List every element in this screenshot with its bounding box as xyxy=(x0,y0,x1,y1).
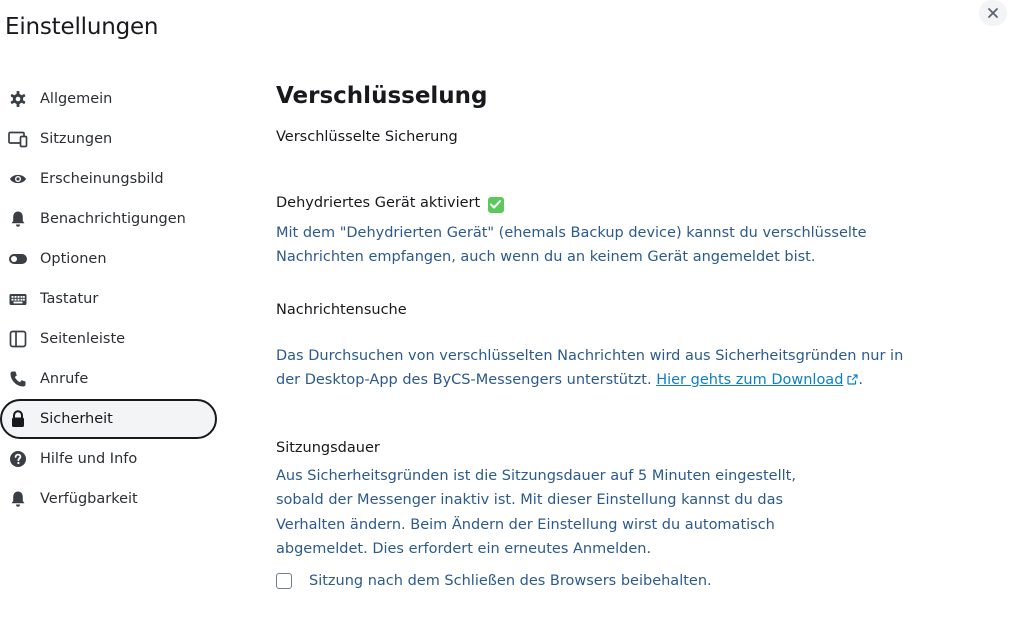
search-description xyxy=(276,344,926,393)
keyboard-icon xyxy=(8,289,28,309)
toggle-icon xyxy=(8,249,28,269)
sidebar-item-sicherheit[interactable] xyxy=(0,399,217,439)
help-icon xyxy=(8,449,28,469)
backup-heading: Verschlüsselte Sicherung xyxy=(276,129,458,145)
bell-icon xyxy=(8,489,28,509)
check-mark-icon xyxy=(488,197,504,213)
bell-icon xyxy=(8,209,28,229)
gear-icon xyxy=(8,89,28,109)
sidebar-icon xyxy=(8,329,28,349)
session-duration-section xyxy=(276,440,976,589)
close-button[interactable] xyxy=(979,0,1007,26)
dehydrated-device-section xyxy=(276,195,976,270)
sidebar-item-erscheinungsbild[interactable] xyxy=(0,159,220,199)
dehydrated-heading-row xyxy=(276,195,976,213)
sidebar-item-label: Tastatur xyxy=(40,291,99,307)
section-title: Verschlüsselung xyxy=(276,83,488,109)
sidebar-item-seitenleiste[interactable] xyxy=(0,319,220,359)
dialog-title: Einstellungen xyxy=(5,14,159,40)
sidebar-item-label: Verfügbarkeit xyxy=(40,491,138,507)
sidebar-item-optionen[interactable] xyxy=(0,239,220,279)
keep-session-checkbox[interactable] xyxy=(276,573,292,589)
sidebar-item-label: Sicherheit xyxy=(40,411,113,427)
sidebar-item-label: Erscheinungsbild xyxy=(40,171,164,187)
session-heading: Sitzungsdauer xyxy=(276,439,380,456)
dehydrated-description: Mit dem "Dehydrierten Gerät" (ehemals Backup device) kannst du verschlüsselte Nachrichten empfangen, auch wenn du an keinem Gerät angemeldet bist. xyxy=(276,224,867,265)
close-icon xyxy=(987,7,999,19)
sidebar-item-label: Hilfe und Info xyxy=(40,451,138,467)
session-description: Aus Sicherheitsgründen ist die Sitzungsdauer auf 5 Minuten eingestellt, sobald der Messenger inaktiv ist. Mit dieser Einstellung kannst du das Verhalten ändern. Beim Ändern der Einstellung wirst du automatisch abgemeldet. Dies erfordert ein erneutes Anmelden. xyxy=(276,467,796,557)
devices-icon xyxy=(8,129,28,149)
sidebar-item-label: Benachrichtigungen xyxy=(40,211,186,227)
security-settings-panel xyxy=(276,80,976,589)
lock-icon xyxy=(8,409,28,429)
eye-icon xyxy=(8,169,28,189)
sidebar-item-label: Sitzungen xyxy=(40,131,113,147)
sidebar-item-label: Optionen xyxy=(40,251,107,267)
link-suffix: . xyxy=(858,372,864,388)
keep-session-row[interactable] xyxy=(276,573,976,589)
sidebar-item-label: Seitenleiste xyxy=(40,331,126,347)
sidebar-item-benachrichtigungen[interactable] xyxy=(0,199,220,239)
external-link-icon xyxy=(847,374,858,385)
download-link[interactable]: Hier gehts zum Download xyxy=(656,372,844,388)
sidebar-item-hilfe-und-info[interactable] xyxy=(0,439,220,479)
phone-icon xyxy=(8,369,28,389)
keep-session-label[interactable]: Sitzung nach dem Schließen des Browsers beibehalten. xyxy=(309,572,712,589)
search-heading: Nachrichtensuche xyxy=(276,301,407,318)
sidebar-item-sitzungen[interactable] xyxy=(0,119,220,159)
message-search-section xyxy=(276,302,976,393)
sidebar-item-label: Allgemein xyxy=(40,91,113,107)
sidebar-item-allgemein[interactable] xyxy=(0,79,220,119)
settings-sidebar xyxy=(0,79,220,519)
sidebar-item-verfuegbarkeit[interactable] xyxy=(0,479,220,519)
sidebar-item-anrufe[interactable] xyxy=(0,359,220,399)
sidebar-item-label: Anrufe xyxy=(40,371,89,387)
search-description-text: Das Durchsuchen von verschlüsselten Nachrichten wird aus Sicherheitsgründen nur in der Desktop-App des ByCS-Messengers unterstützt. xyxy=(276,347,904,388)
sidebar-item-tastatur[interactable] xyxy=(0,279,220,319)
dehydrated-heading: Dehydriertes Gerät aktiviert xyxy=(276,195,481,211)
